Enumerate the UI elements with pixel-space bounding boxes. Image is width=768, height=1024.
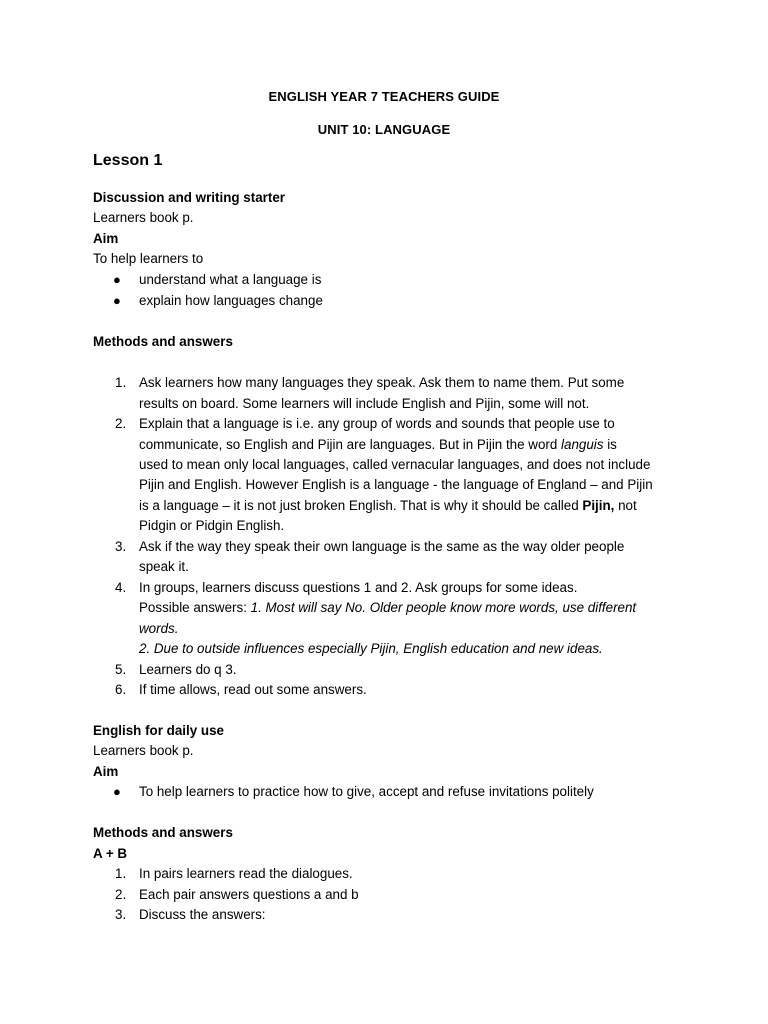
methods1-item4-line1: In groups, learners discuss questions 1 and 2. Ask groups for some ideas. <box>139 580 578 595</box>
section1-bullet-1: understand what a language is <box>139 272 322 287</box>
section2-heading: English for daily use <box>93 723 224 738</box>
lesson-heading: Lesson 1 <box>93 152 163 169</box>
methods1-item3-line2: speak it. <box>139 559 189 574</box>
list-number: 2. <box>115 416 127 431</box>
methods1-item2-line6: Pidgin or Pidgin English. <box>139 518 285 533</box>
methods1-item2-line5: is a language – it is not just broken English. That is why it should be called Pijin, not <box>139 498 637 513</box>
methods1-item2-line1: Explain that a language is i.e. any group of words and sounds that people use to <box>139 416 615 431</box>
section1-bullet-2: explain how languages change <box>139 293 323 308</box>
methods1-item1-line1: Ask learners how many languages they speak. Ask them to name them. Put some <box>139 375 625 390</box>
methods2-item2: Each pair answers questions a and b <box>139 887 359 902</box>
list-number: 5. <box>115 662 127 677</box>
methods1-item4-line3: words. <box>139 621 179 636</box>
bullet-icon: ● <box>113 784 121 799</box>
methods2-heading: Methods and answers <box>93 825 233 840</box>
methods1-item6: If time allows, read out some answers. <box>139 682 367 697</box>
methods2-item3: Discuss the answers: <box>139 907 266 922</box>
list-number: 6. <box>115 682 127 697</box>
list-number: 1. <box>115 375 127 390</box>
document-title: ENGLISH YEAR 7 TEACHERS GUIDE <box>268 89 500 104</box>
methods2-subheading: A + B <box>93 846 128 861</box>
italic-answer: 1. Most will say No. Older people know more words, use different <box>250 600 637 615</box>
list-number: 1. <box>115 866 127 881</box>
bullet-icon: ● <box>113 293 121 308</box>
section2-book-ref: Learners book p. <box>93 743 194 758</box>
methods1-item4-line2: Possible answers: 1. Most will say No. Older people know more words, use different <box>139 600 637 615</box>
bullet-icon: ● <box>113 272 121 287</box>
methods1-item4-line4: 2. Due to outside influences especially Pijin, English education and new ideas. <box>139 641 603 656</box>
section2-aim-label: Aim <box>93 764 119 779</box>
methods1-item1-line2: results on board. Some learners will include English and Pijin, some will not. <box>139 396 590 411</box>
methods2-item1: In pairs learners read the dialogues. <box>139 866 353 881</box>
section1-book-ref: Learners book p. <box>93 210 194 225</box>
section2-bullet-1: To help learners to practice how to give, accept and refuse invitations politely <box>139 784 594 799</box>
list-number: 3. <box>115 539 127 554</box>
list-number: 2. <box>115 887 127 902</box>
section1-intro: To help learners to <box>93 251 204 266</box>
methods1-item2-line2: communicate, so English and Pijin are languages. But in Pijin the word languis is <box>139 437 617 452</box>
section1-heading: Discussion and writing starter <box>93 190 285 205</box>
methods1-item2-line4: Pijin and English. However English is a language - the language of England – and Pijin <box>139 477 653 492</box>
methods1-item5: Learners do q 3. <box>139 662 237 677</box>
unit-title: UNIT 10: LANGUAGE <box>317 122 451 137</box>
methods1-heading: Methods and answers <box>93 334 233 349</box>
section1-aim-label: Aim <box>93 231 119 246</box>
italic-word: languis <box>561 437 604 452</box>
list-number: 4. <box>115 580 127 595</box>
bold-word: Pijin, <box>582 498 615 513</box>
list-number: 3. <box>115 907 127 922</box>
methods1-item3-line1: Ask if the way they speak their own language is the same as the way older people <box>139 539 625 554</box>
methods1-item2-line3: used to mean only local languages, called vernacular languages, and does not include <box>139 457 651 472</box>
